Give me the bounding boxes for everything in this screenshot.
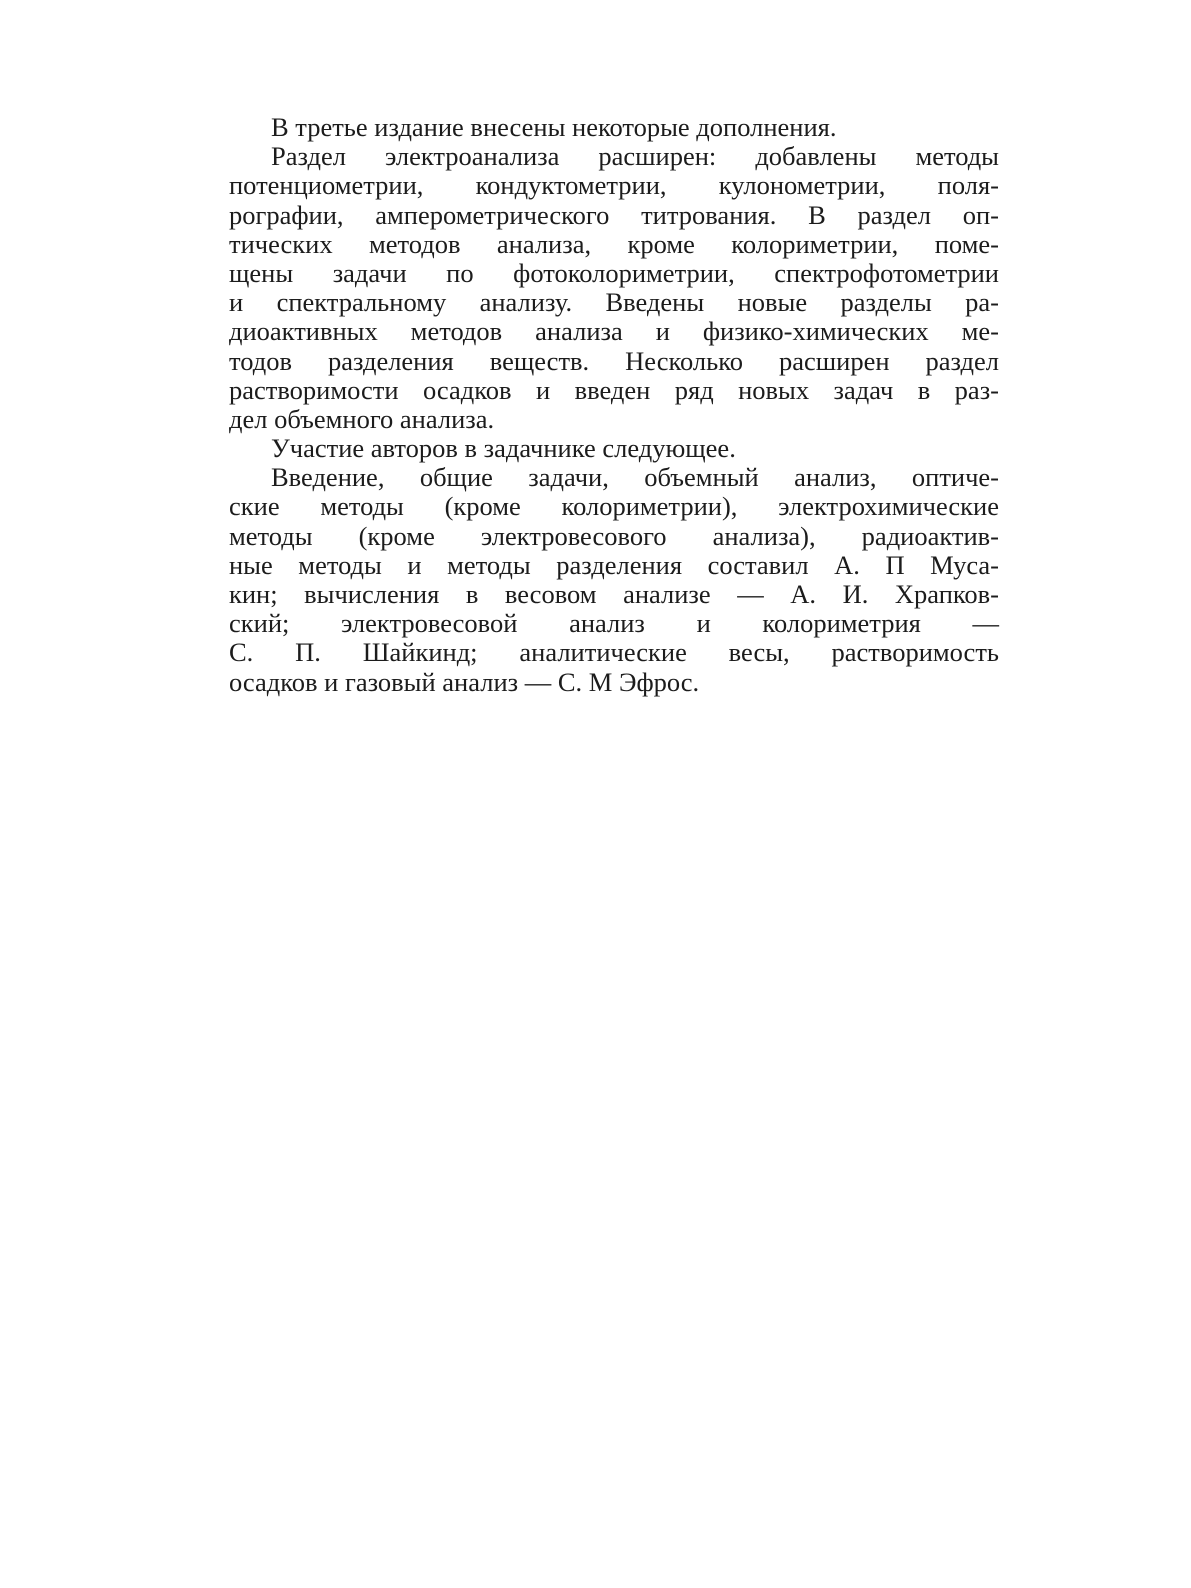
paragraph-4-line-7: С. П. Шайкинд; аналитические весы, растворимость xyxy=(229,637,999,668)
paragraph-2-line-1: Раздел электроанализа расширен: добавлены методы xyxy=(271,141,999,172)
paragraph-4-line-1: Введение, общие задачи, объемный анализ, оптиче- xyxy=(271,462,999,493)
paragraph-4-line-3: методы (кроме электровесового анализа), радиоактив- xyxy=(229,520,999,551)
paragraph-2-line-5: щены задачи по фотоколориметрии, спектрофотометрии xyxy=(229,257,999,288)
paragraph-4-line-6: ский; электровесовой анализ и колориметрия — xyxy=(229,608,999,639)
paragraph-4-line-2: ские методы (кроме колориметрии), электрохимические xyxy=(229,491,999,522)
paragraph-4-line-8: осадков и газовый анализ — С. М Эфрос. xyxy=(229,666,700,697)
paragraph-2-line-4: тических методов анализа, кроме колориметрии, поме- xyxy=(229,228,999,259)
paragraph-4-line-4: ные методы и методы разделения составил А. П Муса- xyxy=(229,549,999,580)
paragraph-4-line-5: кин; вычисления в весовом анализе — А. И. Храпков- xyxy=(229,579,999,609)
paragraph-2-line-3: рографии, амперометрического титрования. В раздел оп- xyxy=(229,199,999,230)
preface-text xyxy=(229,113,999,697)
paragraph-1-line-1: В третье издание внесены некоторые дополнения. xyxy=(271,112,837,142)
paragraph-3-line-1: Участие авторов в задачнике следующее. xyxy=(271,433,736,464)
paragraph-2-line-10: дел объемного анализа. xyxy=(229,403,495,434)
paragraph-2-line-2: потенциометрии, кондуктометрии, кулонометрии, поля- xyxy=(229,170,999,201)
paragraph-2-line-7: диоактивных методов анализа и физико-химических ме- xyxy=(229,316,999,347)
paragraph-2-line-9: растворимости осадков и введен ряд новых задач в раз- xyxy=(229,374,999,405)
paragraph-2-line-6: и спектральному анализу. Введены новые разделы ра- xyxy=(229,287,999,318)
paragraph-2-line-8: тодов разделения веществ. Несколько расширен раздел xyxy=(229,345,999,376)
